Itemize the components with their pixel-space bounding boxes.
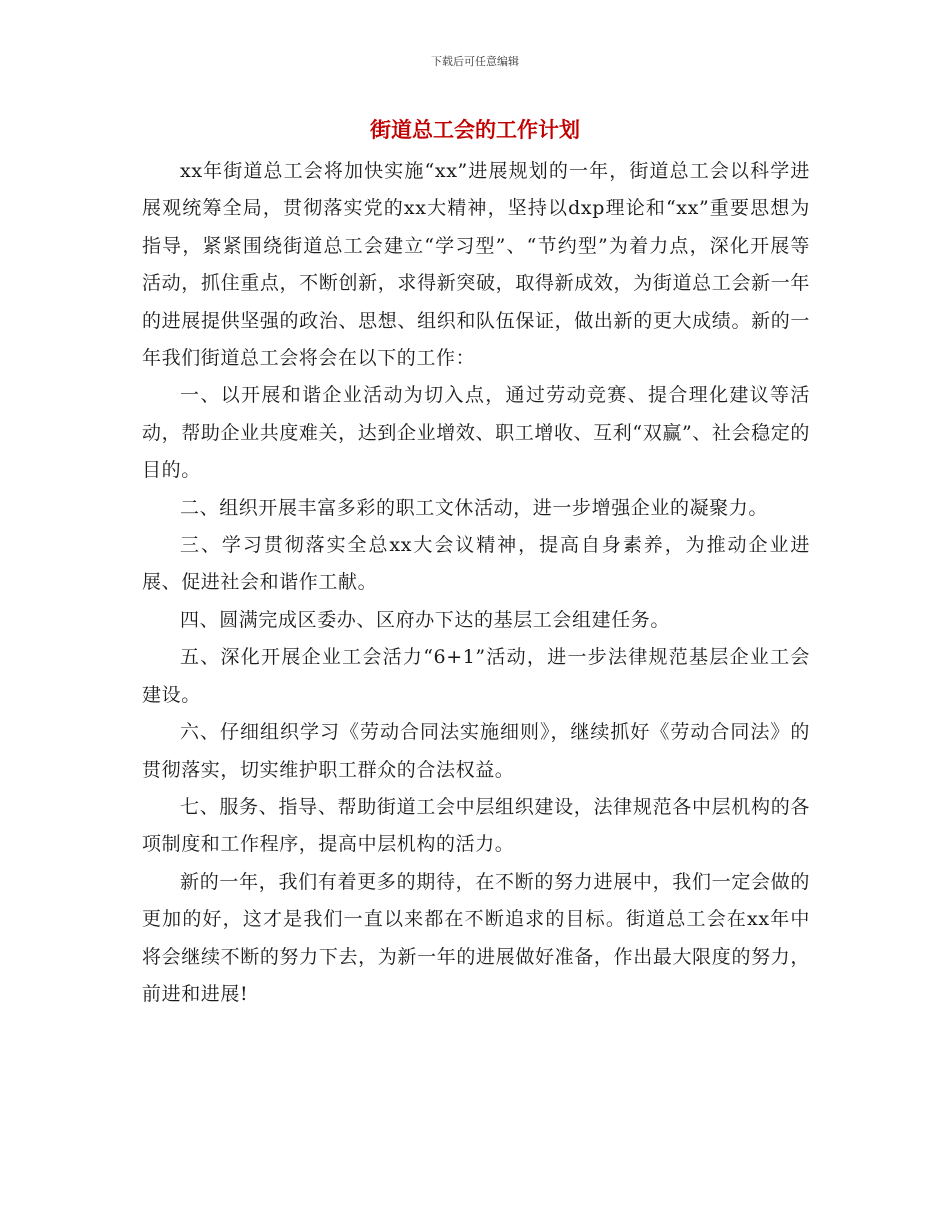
paragraph-item-3: 三、学习贯彻落实全总xx大会议精神，提高自身素养，为推动企业进展、促进社会和谐作工献。	[142, 534, 810, 594]
paragraph-intro: xx年街道总工会将加快实施“xx”进展规划的一年，街道总工会以科学进展观统筹全局，贯彻落实党的xx大精神，坚持以dxp理论和“xx”重要思想为指导，紧紧围绕街道总工会建立“学习型”、“节约型”为着力点，深化开展等活动，抓住重点，不断创新，求得新突破，取得新成效，为街道总工会新一年的进展提供坚强的政治、思想、组织和队伍保证，做出新的更大成绩。新的一年我们街道总工会将会在以下的工作：	[142, 160, 810, 370]
paragraph-item-1: 一、以开展和谐企业活动为切入点，通过劳动竞赛、提合理化建议等活动，帮助企业共度难关，达到企业增效、职工增收、互利“双赢”、社会稳定的目的。	[142, 384, 810, 482]
paragraph-item-7: 七、服务、指导、帮助街道工会中层组织建设，法律规范各中层机构的各项制度和工作程序，提高中层机构的活力。	[142, 795, 810, 856]
paragraph-item-5: 五、深化开展企业工会活力“6+1”活动，进一步法律规范基层企业工会建设。	[142, 646, 810, 706]
header-note: 下载后可任意编辑	[431, 55, 519, 68]
paragraph-conclusion: 新的一年，我们有着更多的期待，在不断的努力进展中，我们一定会做的更加的好，这才是我们一直以来都在不断追求的目标。街道总工会在xx年中将会继续不断的努力下去，为新一年的进展做好准备，作出最大限度的努力，前进和进展!	[142, 870, 810, 1005]
paragraph-item-6: 六、仔细组织学习《劳动合同法实施细则》，继续抓好《劳动合同法》的贯彻落实，切实维护职工群众的合法权益。	[142, 721, 810, 781]
paragraph-item-2: 二、组织开展丰富多彩的职工文休活动，进一步增强企业的凝聚力。	[180, 496, 769, 519]
document-title: 街道总工会的工作计划	[370, 118, 580, 142]
document-body	[142, 153, 810, 1013]
paragraph-item-4: 四、圆满完成区委办、区府办下达的基层工会组建任务。	[180, 608, 671, 631]
